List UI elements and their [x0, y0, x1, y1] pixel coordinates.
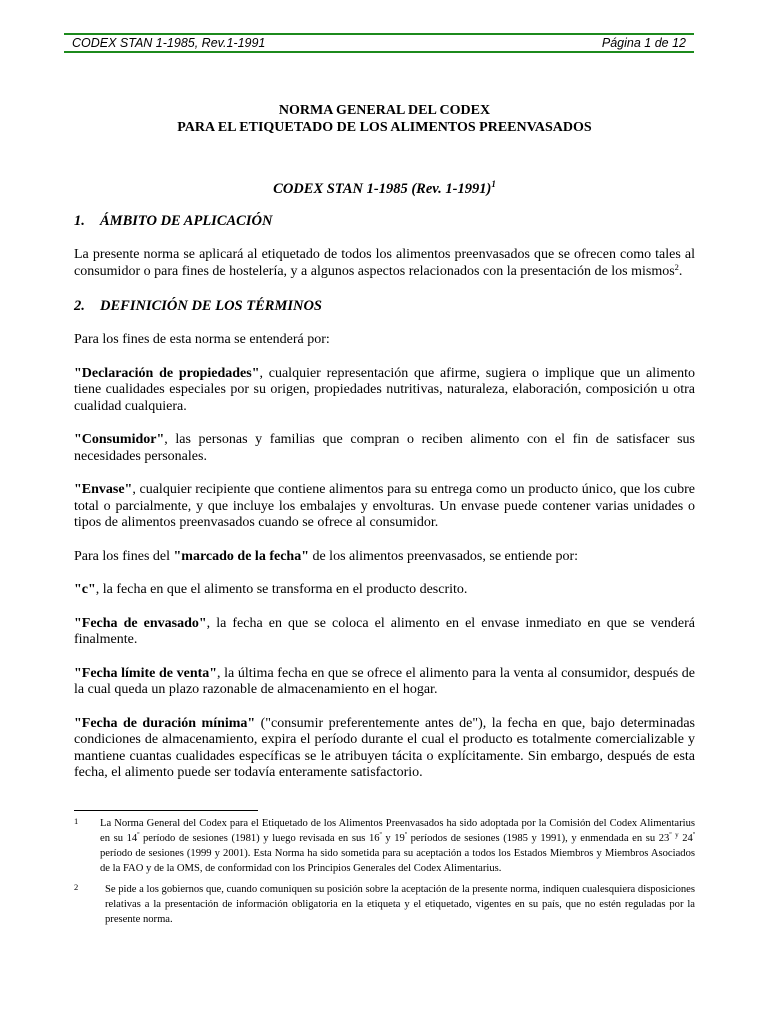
- title-line-1: NORMA GENERAL DEL CODEX: [278, 103, 491, 118]
- section-2-heading: [74, 297, 695, 315]
- date-definition-paragraph: [74, 582, 695, 599]
- footnote-ref-1[interactable]: 1: [491, 179, 496, 189]
- header-document-code: CODEX STAN 1-1985, Rev.1-1991: [72, 36, 266, 50]
- footnotes: [74, 816, 695, 927]
- section-1-text-end: .: [678, 263, 683, 279]
- definition-paragraph: [74, 366, 695, 416]
- section-1-text: La presente norma se aplicará al etiquetado de todos los alimentos preenvasados que se ofrecen como tales al consumidor o para fines de hostelería, y a algunos aspectos relacionados con la presentación de los mismos: [74, 247, 695, 279]
- fn1-sup: º: [669, 831, 672, 839]
- section-1-heading: [74, 212, 695, 230]
- document-title: [74, 102, 695, 136]
- definition-paragraph: [74, 482, 695, 532]
- header-page-number: Página 1 de 12: [601, 36, 686, 50]
- definition-paragraph: [74, 432, 695, 465]
- fn1-part: y 19: [381, 833, 405, 844]
- section-1-paragraph: [74, 247, 695, 280]
- fn1-sup: y: [675, 831, 679, 839]
- definition-text: , las personas y familias que compran o reciben alimento con el fin de satisfacer sus necesidades personales.: [74, 432, 695, 464]
- definition-text: ("consumir preferentemente antes de"), la fecha en que, bajo determinadas condiciones de almacenamiento, expira el período durante el cual el producto es totalmente comercializable y mantiene cuantas cualidades específicas se le atribuyen tácita o explícitamente. Sin embargo, después de esta fecha, el alimento puede ser todavía enteramente satisfactorio.: [74, 715, 695, 780]
- footnote-separator: [74, 810, 258, 811]
- fn1-sup: º: [404, 831, 408, 839]
- footnote-1: [74, 816, 695, 876]
- definition-term: "c": [74, 582, 96, 597]
- section-2-number: 2.: [74, 298, 85, 314]
- title-line-2: PARA EL ETIQUETADO DE LOS ALIMENTOS PREENVASADOS: [177, 120, 592, 135]
- definition-term: "Fecha de duración mínima": [74, 715, 256, 731]
- fn1-part: 24: [678, 833, 693, 844]
- fn1-part: La Norma General del Codex para el Etiquetado de los Alimentos Preenvasados ha sido adoptada por la Comisión del Codex Alimentarius en su 14: [100, 818, 695, 844]
- running-header: [64, 33, 694, 53]
- date-definition-paragraph: [74, 716, 695, 782]
- definition-term: "Fecha límite de venta": [74, 665, 218, 681]
- definition-text: , cualquier recipiente que contiene alimentos para su entrega como un producto único, que los cubre total o parcialmente, y que incluye los embalajes y envolturas. Un envase puede contener varias unidades o tipos de alimentos preenvasados cuando se ofrece al consumidor.: [74, 482, 695, 530]
- date-intro-term: "marcado de la fecha": [173, 548, 309, 564]
- definition-text: , cualquier representación que afirme, sugiera o implique que un alimento tiene cualidades especiales por su origen, propiedades nutritivas, naturaleza, elaboración, composición u otra cualidad cualquiera.: [74, 365, 695, 414]
- definition-term: "Consumidor": [74, 432, 165, 447]
- date-intro-pre: Para los fines del: [74, 548, 174, 564]
- definition-term: "Envase": [74, 482, 133, 497]
- footnote-2-text: Se pide a los gobiernos que, cuando comuniquen su posición sobre la aceptación de la presente norma, indiquen cualesquiera disposiciones relativas a la presentación de información obligatoria en la etiqueta y el etiquetado, vigentes en su país, que no estén reguladas por la presente norma.: [105, 884, 695, 925]
- definition-text: , la fecha en que se coloca el alimento en el envase inmediato en que se venderá finalmente.: [74, 615, 696, 647]
- section-2-intro: Para los fines de esta norma se entenderá por:: [74, 332, 330, 347]
- document-subtitle: [74, 180, 695, 198]
- definition-term: "Declaración de propiedades": [74, 365, 260, 381]
- fn1-sup: º: [137, 831, 140, 839]
- fn1-sup: º: [379, 831, 382, 839]
- document-body: [74, 102, 695, 782]
- subtitle-text: CODEX STAN 1-1985 (Rev. 1-1991): [273, 181, 492, 197]
- footnote-ref-2[interactable]: 2: [674, 261, 679, 272]
- fn1-part: período de sesiones (1999 y 2001). Esta Norma ha sido sometida para su aceptación a todos los Estados Miembros y Miembros Asociados de la FAO y de la OMS, de conformidad con los Principios Generales del Codex Alimentarius.: [100, 848, 695, 874]
- date-marking-intro: [74, 549, 695, 566]
- footnote-1-mark: 1: [74, 816, 79, 826]
- date-intro-post: de los alimentos preenvasados, se entiende por:: [308, 548, 579, 564]
- date-definition-paragraph: [74, 666, 695, 699]
- fn1-part: período de sesiones (1981) y luego revisada en sus 16: [139, 833, 380, 844]
- definition-text: , la fecha en que el alimento se transforma en el producto descrito.: [95, 582, 468, 597]
- date-definition-paragraph: [74, 616, 695, 649]
- section-2-title: DEFINICIÓN DE LOS TÉRMINOS: [100, 298, 322, 314]
- section-1-title: ÁMBITO DE APLICACIÓN: [100, 213, 273, 229]
- definition-text: , la última fecha en que se ofrece el alimento para la venta al consumidor, después de la cual queda un plazo razonable de almacenamiento en el hogar.: [74, 665, 695, 697]
- footnote-2: [74, 882, 695, 927]
- fn1-part: períodos de sesiones (1985 y 1991), y enmendada en su 23: [407, 833, 670, 844]
- definition-term: "Fecha de envasado": [74, 615, 207, 631]
- footnote-2-mark: 2: [74, 882, 79, 892]
- footnote-1-text: [100, 816, 695, 876]
- section-1-number: 1.: [74, 213, 85, 229]
- fn1-sup: º: [692, 831, 695, 839]
